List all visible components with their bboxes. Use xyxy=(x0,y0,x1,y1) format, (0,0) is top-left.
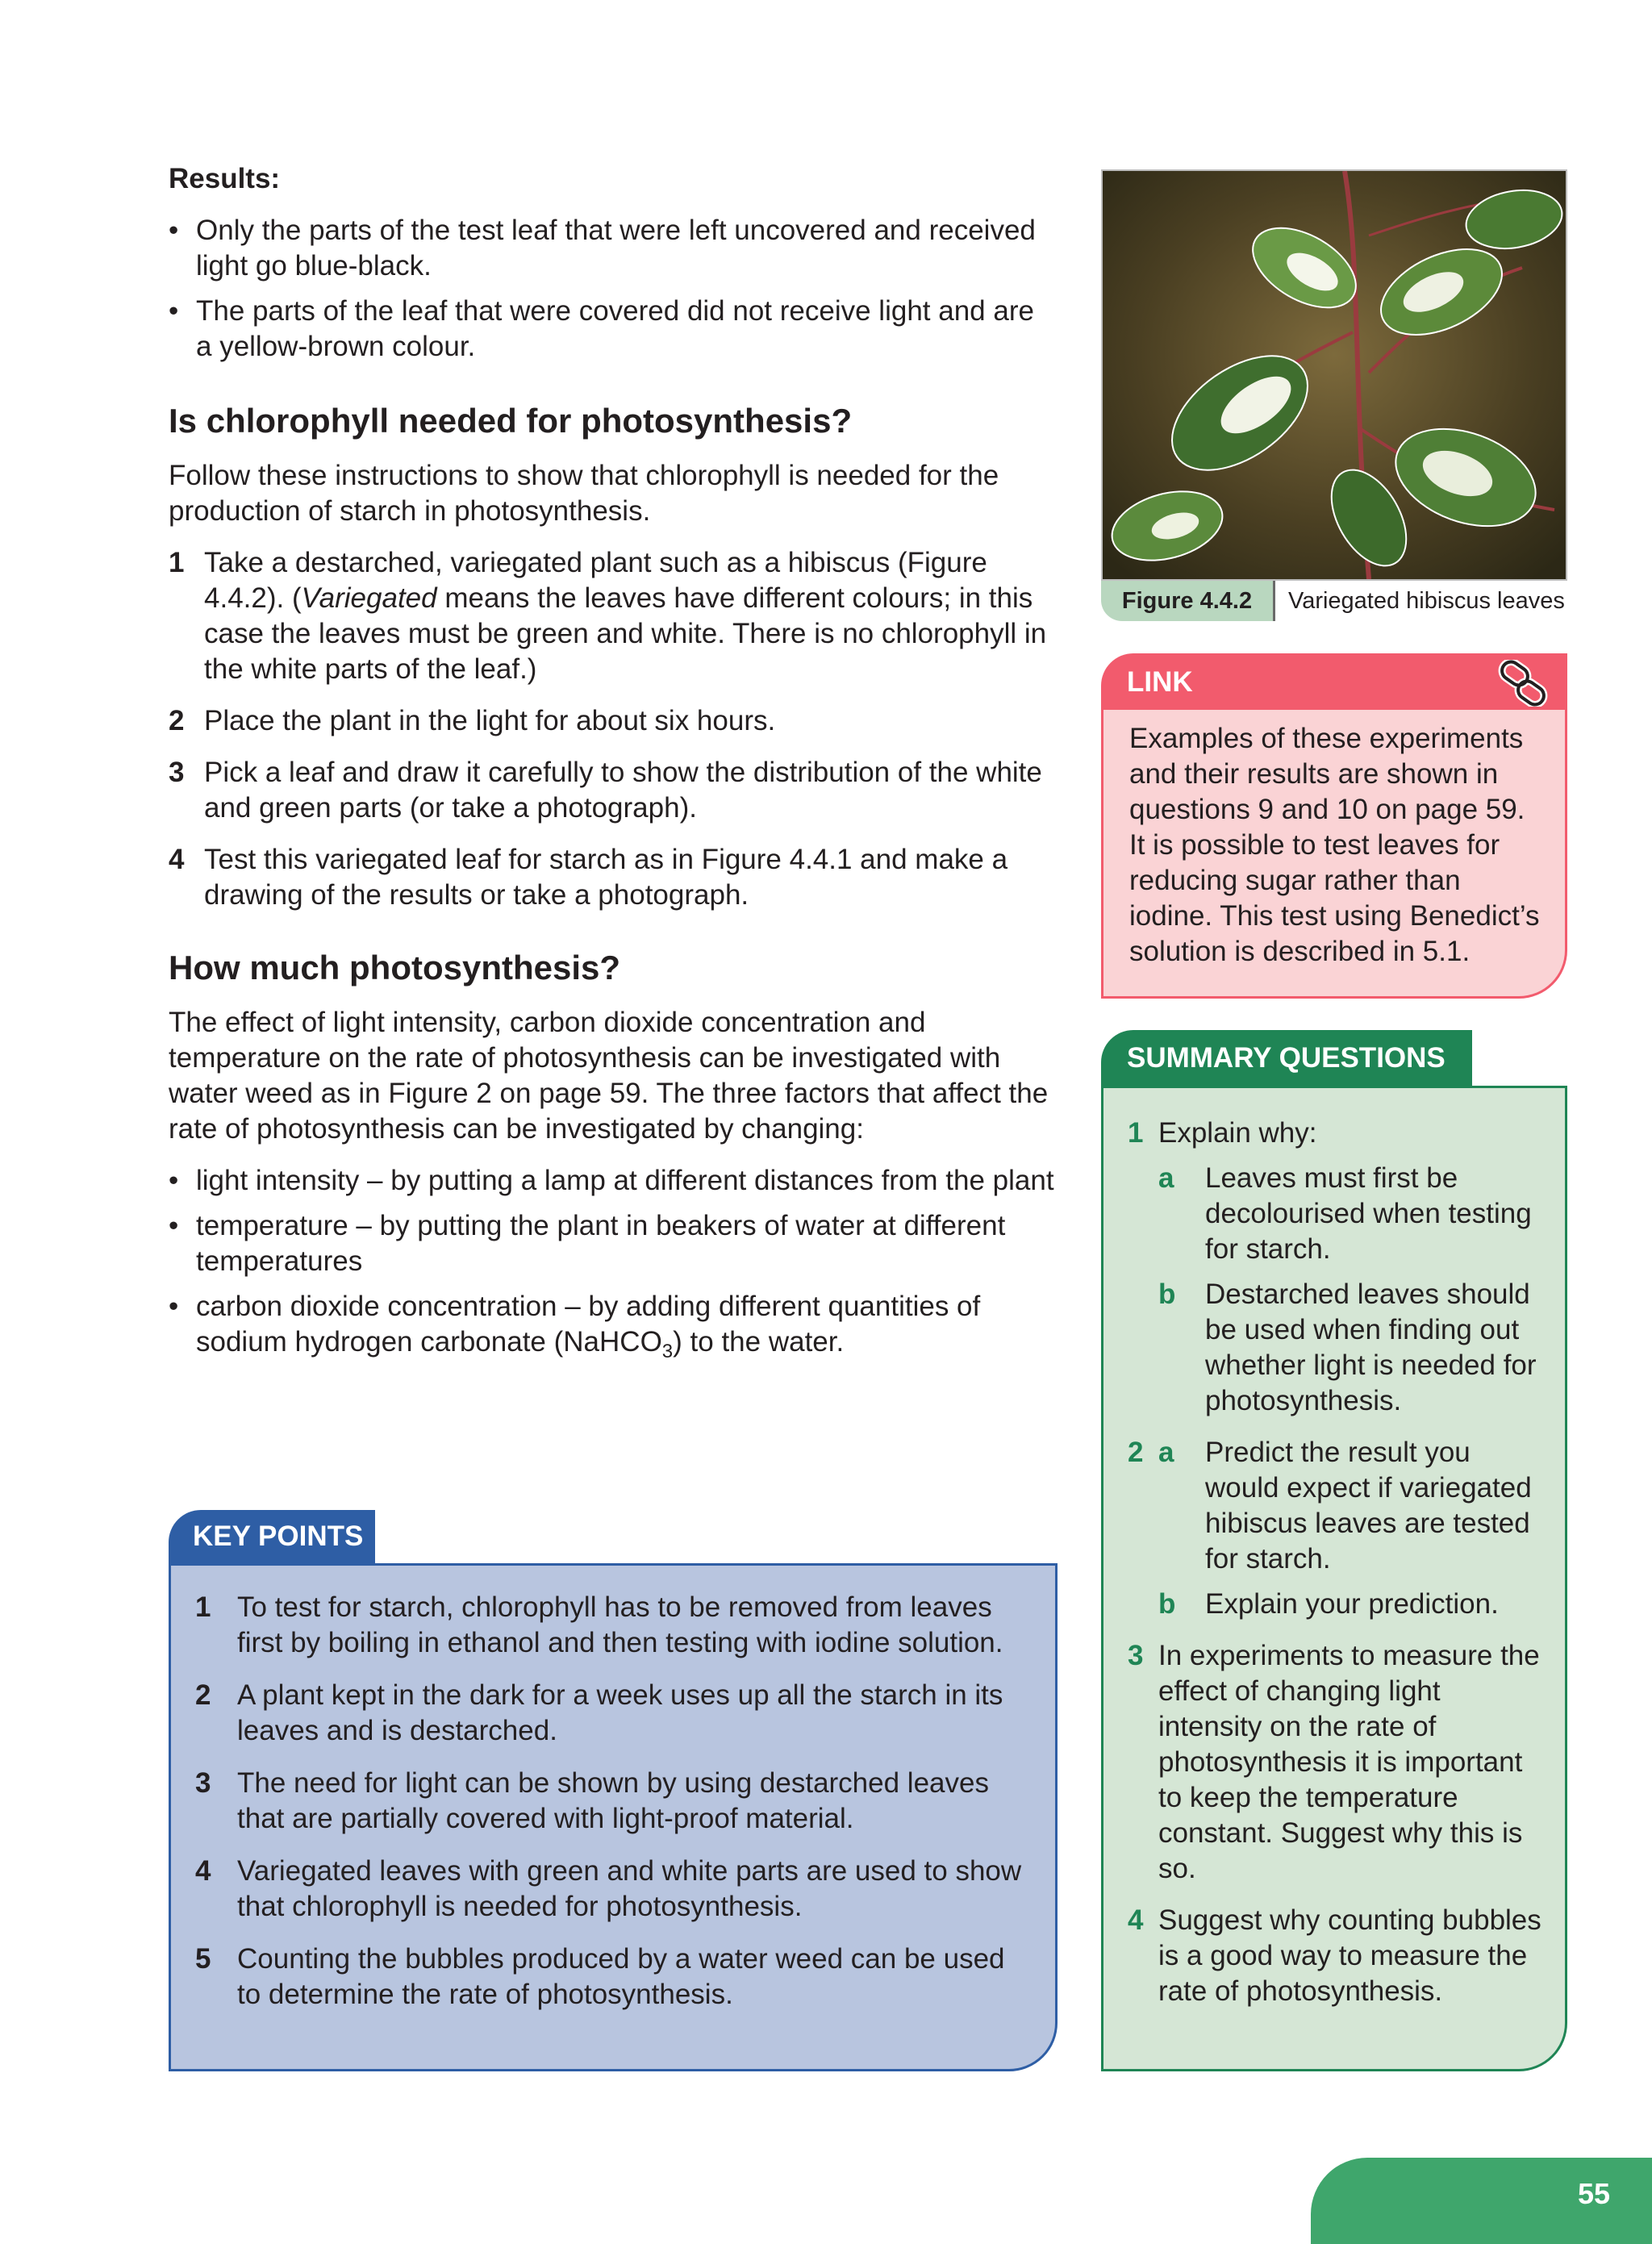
question-1b: b Destarched leaves should be used when finding out whether light is needed for photosynthesis. xyxy=(1158,1278,1537,1416)
list-item: 4 Variegated leaves with green and white parts are used to show that chlorophyll is needed for photosynthesis. xyxy=(195,1855,1022,1922)
step-text: Take a destarched, variegated plant such as a hibiscus (Figure 4.4.2). (Variegated means the leaves have different colours; in this case the leaves must be green and white. There is no chlorophyll in the white parts of the leaf.) xyxy=(204,547,1047,685)
section-heading-how-much: How much photosynthesis? xyxy=(169,949,621,986)
list-item: • light intensity – by putting a lamp at different distances from the plant xyxy=(169,1163,1056,1199)
link-body: Examples of these experiments and their results are shown in questions 9 and 10 on page 59. It is possible to test leaves for reducing sugar rather than iodine. This test using Benedict’s solution is described in 5.1. xyxy=(1101,710,1567,999)
list-item xyxy=(169,545,1056,687)
chlorophyll-intro: Follow these instructions to show that chlorophyll is needed for the production of starch in photosynthesis. xyxy=(169,460,999,527)
summary-questions-title: SUMMARY QUESTIONS xyxy=(1101,1030,1472,1087)
summary-questions-box xyxy=(1101,1086,1567,2071)
results-heading: Results: xyxy=(169,163,281,194)
step-number: 1 xyxy=(169,547,185,578)
list-item: • Only the parts of the test leaf that were left uncovered and received light go blue-black. xyxy=(169,213,1056,284)
list-item: 5 Counting the bubbles produced by a water weed can be used to determine the rate of photosynthesis. xyxy=(195,1943,1005,2010)
step-text: Place the plant in the light for about six hours. xyxy=(204,705,776,736)
chain-link-icon xyxy=(1496,660,1550,707)
hibiscus-photo xyxy=(1101,169,1567,581)
figure-caption-text: Variegated hibiscus leaves xyxy=(1288,588,1565,614)
question-4: 4 Suggest why counting bubbles is a good way to measure the rate of photosynthesis. xyxy=(1128,1904,1541,2007)
list-item: 1 To test for starch, chlorophyll has to be removed from leaves first by boiling in ethanol and then testing with iodine solution. xyxy=(195,1591,1003,1658)
step-number: 3 xyxy=(169,757,185,788)
list-item: 2 A plant kept in the dark for a week uses up all the starch in its leaves and is destarched. xyxy=(195,1679,1003,1746)
figure-caption xyxy=(1101,581,1567,621)
page-number: 55 xyxy=(1311,2158,1652,2244)
variegated-term: Variegated xyxy=(301,582,437,614)
key-points-title: KEY POINTS xyxy=(169,1510,375,1563)
link-header xyxy=(1101,653,1567,711)
chlorophyll-steps xyxy=(169,545,1056,913)
step-text: Test this variegated leaf for starch as in Figure 4.4.1 and make a drawing of the results or take a photograph. xyxy=(204,844,1008,911)
hibiscus-leaves-image xyxy=(1103,171,1566,579)
figure-label: Figure 4.4.2 xyxy=(1101,581,1275,621)
question-3: 3 In experiments to measure the effect of changing light intensity on the rate of photosynthesis it is important to keep the temperature constant. Suggest why this is so. xyxy=(1128,1640,1540,1884)
step-number: 4 xyxy=(169,844,185,875)
list-item xyxy=(169,703,1056,739)
step-number: 2 xyxy=(169,705,185,736)
how-much-intro: The effect of light intensity, carbon dioxide concentration and temperature on the rate of photosynthesis can be investigated with water weed as in Figure 2 on page 59. The three factors that affect the rate of photosynthesis can be investigated by changing: xyxy=(169,1007,1049,1145)
section-heading-chlorophyll: Is chlorophyll needed for photosynthesis? xyxy=(169,402,853,440)
key-points-list xyxy=(195,1590,1023,2013)
factors-list xyxy=(169,1163,1056,1370)
results-list xyxy=(169,213,1056,365)
list-item: 3 The need for light can be shown by using destarched leaves that are partially covered with light-proof material. xyxy=(195,1767,989,1834)
question-1: 1 Explain why: xyxy=(1128,1117,1317,1149)
step-text: Pick a leaf and draw it carefully to show the distribution of the white and green parts (or take a photograph). xyxy=(204,757,1042,824)
main-column xyxy=(169,161,1056,1379)
list-item: • The parts of the leaf that were covered did not receive light and are a yellow-brown colour. xyxy=(169,294,1056,365)
question-1a: a Leaves must first be decolourised when testing for starch. xyxy=(1158,1162,1532,1265)
key-points-box xyxy=(169,1563,1058,2071)
question-2b: b Explain your prediction. xyxy=(1158,1588,1499,1620)
list-item: • carbon dioxide concentration – by adding different quantities of sodium hydrogen carbonate (NaHCO$_3$) to the water. xyxy=(169,1289,1056,1370)
link-title: LINK xyxy=(1127,666,1193,698)
list-item xyxy=(169,842,1056,913)
question-2a: 2 a Predict the result you would expect if variegated hibiscus leaves are tested for starch. xyxy=(1128,1437,1532,1575)
subscript: 3 xyxy=(661,1341,674,1362)
list-item xyxy=(169,755,1056,826)
list-item: • temperature – by putting the plant in beakers of water at different temperatures xyxy=(169,1208,1056,1279)
